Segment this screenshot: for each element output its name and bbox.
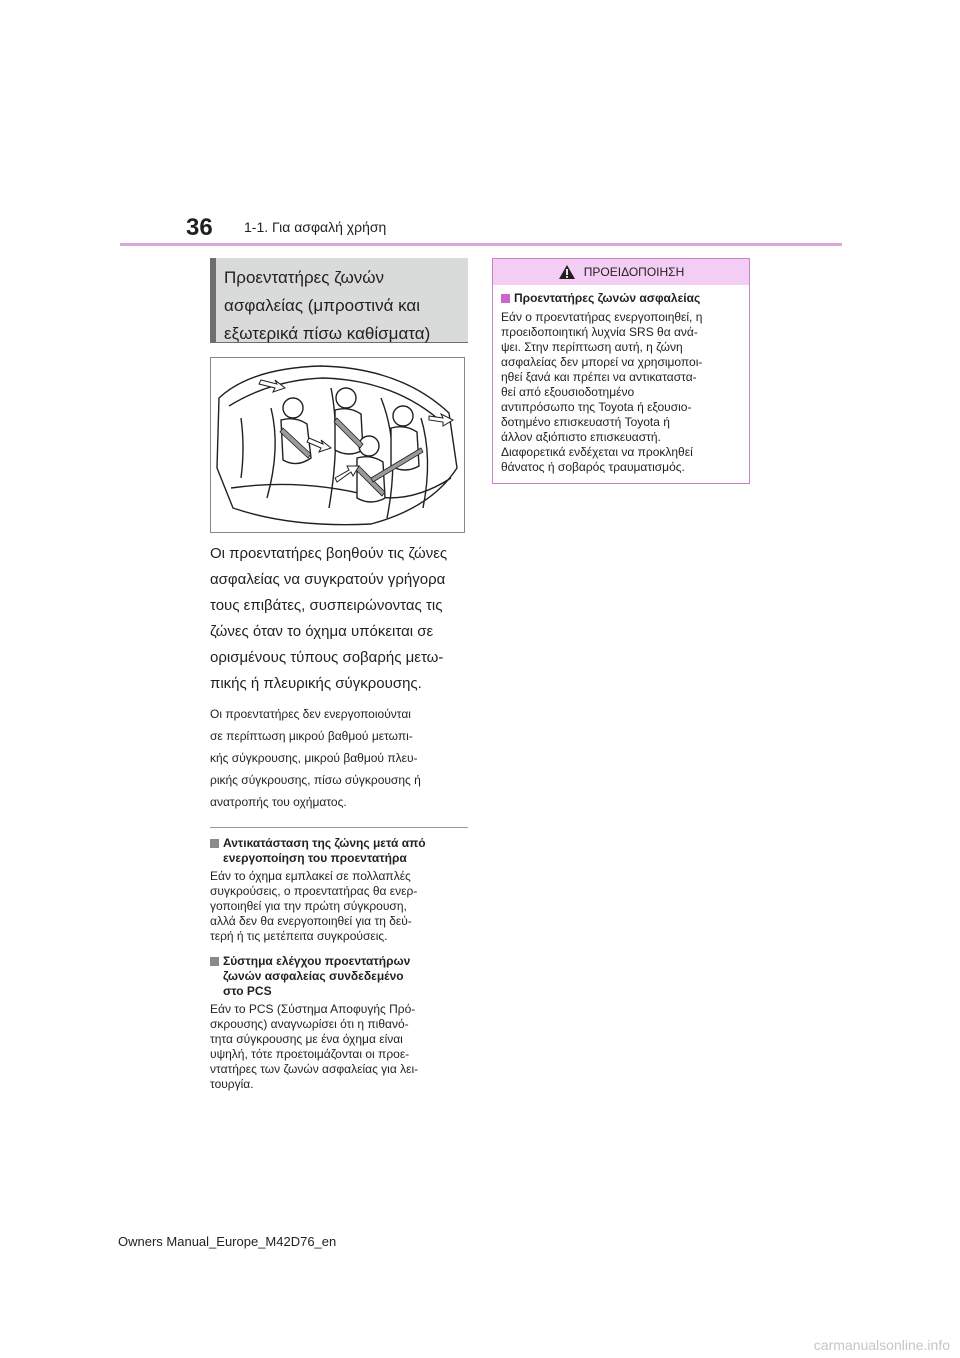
- subsection-body: [210, 1002, 468, 1092]
- warning-line: δοτημένο επισκευαστή Toyota ή: [501, 415, 670, 429]
- warning-content: [493, 285, 749, 483]
- lead-line: τους επιβάτες, συσπειρώνοντας τις: [210, 597, 443, 614]
- warning-line: προειδοποιητική λυχνία SRS θα ανά-: [501, 325, 698, 339]
- body-line: συγκρούσεις, ο προεντατήρας θα ενερ-: [210, 884, 418, 898]
- seatbelt-pretensioner-illustration: [210, 357, 465, 533]
- section-heading: [210, 258, 468, 342]
- body-line: τητα σύγκρουσης με ένα όχημα είναι: [210, 1032, 403, 1046]
- warning-box: [492, 258, 750, 484]
- warning-line: θεί από εξουσιοδοτημένο: [501, 385, 635, 399]
- warning-line: αντιπρόσωπο της Toyota ή εξουσιο-: [501, 400, 692, 414]
- warning-line: ψει. Στην περίπτωση αυτή, η ζώνη: [501, 340, 683, 354]
- lead-line: ζώνες όταν το όχημα υπόκειται σε: [210, 623, 434, 640]
- body-line: γοποιηθεί για την πρώτη σύγκρουση,: [210, 899, 407, 913]
- lead-line: πικής ή πλευρικής σύγκρουσης.: [210, 675, 422, 692]
- note-line: ρικής σύγκρουσης, πίσω σύγκρουσης ή: [210, 773, 421, 787]
- subsection-title-line: Σύστημα ελέγχου προεντατήρων: [223, 954, 411, 968]
- subsection-title-line: ενεργοποίηση του προεντατήρα: [223, 851, 407, 865]
- warning-triangle-icon: [558, 264, 576, 280]
- subsection-body: [210, 869, 468, 944]
- warning-line: Εάν ο προεντατήρας ενεργοποιηθεί, η: [501, 310, 703, 324]
- warning-subtitle-text: Προεντατήρες ζωνών ασφαλείας: [514, 291, 701, 305]
- body-line: τουργία.: [210, 1077, 254, 1091]
- section-title: 1-1. Για ασφαλή χρήση: [244, 219, 387, 235]
- warning-label: ΠΡΟΕΙΔΟΠΟΙΗΣΗ: [583, 265, 685, 279]
- body-line: υψηλή, τότε προετοιμάζονται οι προε-: [210, 1047, 410, 1061]
- body-line: τερή ή τις μετέπειτα συγκρούσεις.: [210, 929, 388, 943]
- subsection-pcs: [210, 954, 468, 1092]
- left-column: [210, 258, 468, 1092]
- warning-body: [501, 310, 741, 475]
- body-line: Εάν το όχημα εμπλακεί σε πολλαπλές: [210, 869, 411, 883]
- footer-text: Owners Manual_Europe_M42D76_en: [118, 1234, 337, 1249]
- body-line: σκρουσης) αναγνωρίσει ότι η πιθανό-: [210, 1017, 409, 1031]
- subsection-belt-replacement: [210, 836, 468, 944]
- note-line: Οι προεντατήρες δεν ενεργοποιούνται: [210, 707, 411, 721]
- warning-line: Διαφορετικά ενδέχεται να προκληθεί: [501, 445, 693, 459]
- body-line: αλλά δεν θα ενεργοποιηθεί για τη δεύ-: [210, 914, 412, 928]
- header-rule: [120, 243, 842, 246]
- subsection-title-line: Αντικατάσταση της ζώνης μετά από: [223, 836, 426, 850]
- square-bullet-icon: [210, 839, 219, 848]
- lead-line: ασφαλείας να συγκρατούν γρήγορα: [210, 571, 446, 588]
- body-line: ντατήρες των ζωνών ασφαλείας για λει-: [210, 1062, 419, 1076]
- warning-header: [493, 259, 749, 285]
- square-bullet-icon: [210, 957, 219, 966]
- warning-line: άλλον αξιόπιστο επισκευαστή.: [501, 430, 661, 444]
- warning-line: θάνατος ή σοβαρός τραυματισμός.: [501, 460, 685, 474]
- lead-paragraph: [210, 541, 468, 697]
- watermark: carmanualsonline.info: [813, 1337, 950, 1353]
- note-line: κής σύγκρουσης, μικρού βαθμού πλευ-: [210, 751, 418, 765]
- lead-line: Οι προεντατήρες βοηθούν τις ζώνες: [210, 545, 448, 562]
- subsection-title-line: ζωνών ασφαλείας συνδεδεμένο: [223, 969, 404, 983]
- warning-line: ηθεί ξανά και πρέπει να αντικαταστα-: [501, 370, 697, 384]
- heading-line: εξωτερικά πίσω καθίσματα): [224, 324, 431, 343]
- note-paragraph: [210, 703, 468, 813]
- note-line: ανατροπής του οχήματος.: [210, 795, 347, 809]
- note-line: σε περίπτωση μικρού βαθμού μετωπι-: [210, 729, 413, 743]
- page-number: 36: [186, 214, 213, 241]
- warning-line: ασφαλείας δεν μπορεί να χρησιμοποι-: [501, 355, 703, 369]
- square-bullet-icon: [501, 294, 510, 303]
- heading-line: ασφαλείας (μπροστινά και: [224, 296, 421, 315]
- subsection-title: [210, 836, 468, 866]
- lead-line: ορισμένους τύπους σοβαρής μετω-: [210, 649, 444, 666]
- car-interior-drawing: [211, 358, 464, 532]
- subsection-title: [210, 954, 468, 999]
- warning-subtitle: [501, 291, 741, 306]
- divider: [210, 827, 468, 828]
- subsection-title-line: στο PCS: [223, 984, 272, 998]
- body-line: Εάν το PCS (Σύστημα Αποφυγής Πρό-: [210, 1002, 416, 1016]
- heading-line: Προεντατήρες ζωνών: [224, 268, 385, 287]
